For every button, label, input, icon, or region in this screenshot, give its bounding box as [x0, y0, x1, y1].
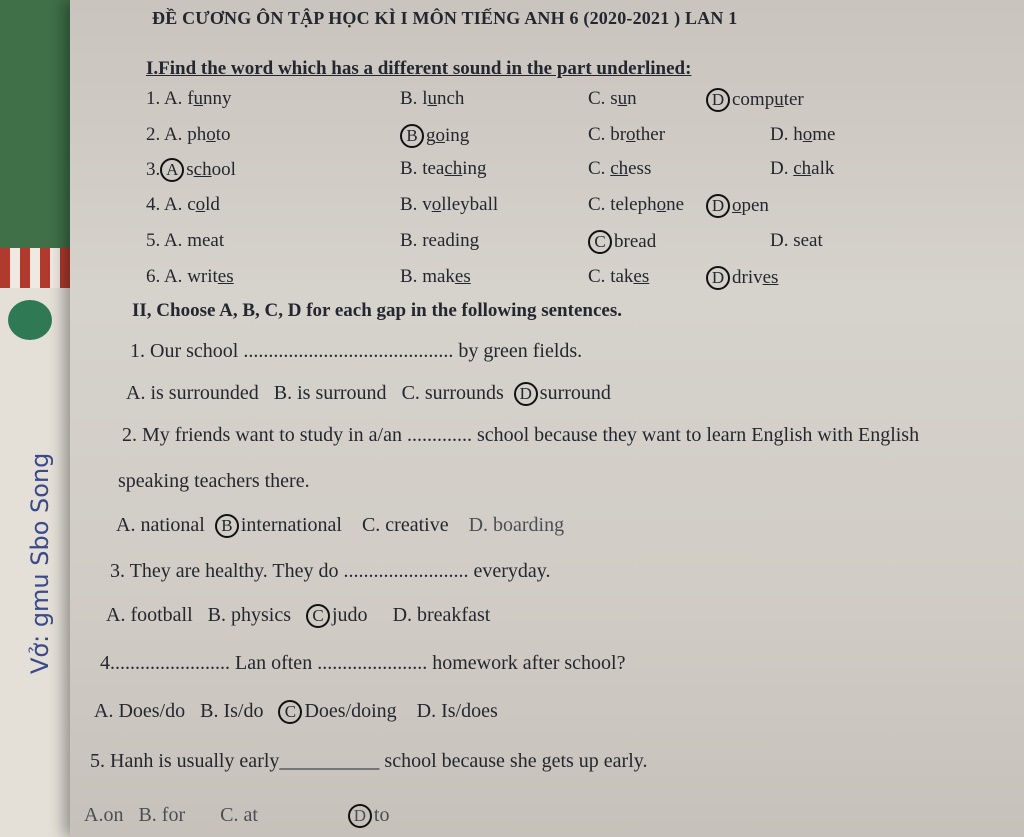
word-part: ther: [635, 124, 666, 145]
underlined-part: u: [774, 89, 784, 110]
word-part: ne: [666, 194, 685, 215]
q5-number: 5. A.: [146, 230, 183, 251]
q5-option-d[interactable]: [770, 230, 823, 252]
word-part: bread: [614, 231, 657, 252]
q2-options: [116, 514, 564, 538]
answer-circle-icon: C: [588, 230, 612, 254]
underlined-part: es: [217, 266, 234, 287]
underlined-part: o: [435, 125, 445, 146]
worksheet-paper: [70, 0, 1024, 837]
underlined-part: es: [762, 267, 779, 288]
q5-option-b[interactable]: B. for: [138, 804, 186, 826]
underlined-part: u: [193, 88, 204, 109]
q4-option-a[interactable]: [146, 194, 220, 216]
option-letter: C.: [588, 124, 606, 145]
word-part: nny: [203, 88, 232, 109]
underlined-part: u: [617, 88, 628, 109]
q3-option-b[interactable]: [400, 158, 487, 180]
q4-option-b[interactable]: [400, 194, 498, 216]
q2-stem: 2. My friends want to study in a/an ............. school because they want to learn English with English: [122, 424, 920, 446]
q5-stem: 5. Hanh is usually early__________ school because she gets up early.: [90, 750, 648, 772]
q1-option-d[interactable]: D surround: [514, 382, 611, 404]
option-letter: B.: [400, 158, 418, 179]
answer-circle-icon: D: [706, 194, 730, 218]
word-part: driv: [732, 267, 763, 288]
q1-option-a[interactable]: A. is surrounded: [126, 382, 259, 404]
word-part: ph: [187, 124, 207, 145]
q5-option-c[interactable]: C. at: [220, 804, 258, 826]
word-part: tak: [610, 266, 634, 287]
word-part: comp: [732, 89, 775, 110]
q2-option-c[interactable]: [588, 124, 665, 146]
option-letter: D.: [770, 158, 789, 179]
q2-option-b[interactable]: B international: [215, 514, 342, 536]
word-part: pen: [741, 195, 769, 216]
word-part: ing: [445, 125, 470, 146]
q1-options: [126, 382, 611, 406]
q6-option-c[interactable]: [588, 266, 649, 288]
q1-stem: 1. Our school .......................................... by green fields.: [130, 340, 583, 362]
q2-stem-continued: speaking teachers there.: [118, 470, 310, 492]
answer-circle-icon: D: [514, 382, 538, 406]
answer-circle-icon: B: [400, 124, 424, 148]
q6-option-a[interactable]: [146, 266, 234, 288]
word-part: ess: [628, 158, 652, 179]
word-part: meat: [187, 230, 225, 251]
word-part: n: [627, 88, 637, 109]
q6-option-d[interactable]: [706, 266, 778, 290]
q3-number: 3.: [146, 159, 161, 180]
underlined-part: ch: [444, 158, 463, 179]
q3-option-a[interactable]: A. football: [106, 604, 193, 626]
word-part: ter: [783, 89, 804, 110]
q1-number: 1. A.: [146, 88, 183, 109]
notebook-label: Vở: gmu Sbo Song: [26, 452, 54, 674]
q2-option-a[interactable]: [146, 124, 230, 146]
word-part: v: [422, 194, 432, 215]
answer-circle-icon: C: [306, 604, 330, 628]
word-part: h: [793, 124, 803, 145]
q5-option-a[interactable]: A.on: [84, 804, 124, 826]
q1-option-c[interactable]: [588, 88, 637, 110]
q4-option-c[interactable]: C Does/doing: [278, 700, 396, 722]
option-letter: C.: [588, 194, 606, 215]
q6-option-b[interactable]: [400, 266, 471, 288]
word-part: to: [215, 124, 231, 145]
answer-circle-icon: D: [706, 88, 730, 112]
option-letter: B.: [400, 194, 418, 215]
q1-option-a[interactable]: [146, 88, 232, 110]
q3-option-d[interactable]: [770, 158, 834, 180]
underlined-part: es: [454, 266, 471, 287]
q6-number: 6. A.: [146, 266, 183, 287]
q3-option-c[interactable]: C judo: [306, 604, 368, 626]
q5-option-a[interactable]: [146, 230, 224, 252]
q2-number: 2. A.: [146, 124, 183, 145]
word-part: writ: [187, 266, 218, 287]
answer-circle-icon: A: [160, 158, 184, 182]
underlined-part: o: [656, 194, 667, 215]
option-letter: B.: [400, 230, 418, 251]
underlined-part: o: [626, 124, 636, 145]
q4-option-b[interactable]: B. Is/do: [200, 700, 264, 722]
word-part: teleph: [610, 194, 657, 215]
q1-option-c[interactable]: C. surrounds: [401, 382, 504, 404]
word-part: br: [610, 124, 627, 145]
option-letter: C.: [588, 158, 606, 179]
underlined-part: o: [431, 194, 442, 215]
answer-circle-icon: D: [706, 266, 730, 290]
word-part: ool: [211, 159, 236, 180]
q4-stem: 4........................ Lan often ...................... homework after school?: [100, 652, 626, 674]
option-letter: D.: [770, 230, 789, 251]
q4-number: 4. A.: [146, 194, 183, 215]
q2-option-d[interactable]: D. boarding: [468, 514, 565, 536]
worksheet-content: [70, 0, 1024, 837]
word-part: ing: [462, 158, 487, 179]
word-part: nch: [436, 88, 465, 109]
q2-option-a[interactable]: A. national: [116, 514, 205, 536]
q2-option-b[interactable]: [400, 124, 469, 148]
underlined-part: es: [633, 266, 650, 287]
underlined-part: ch: [193, 159, 212, 180]
q5-options: [84, 804, 389, 828]
q5-option-c[interactable]: [588, 230, 656, 254]
underlined-part: ch: [610, 158, 629, 179]
word-part: c: [187, 194, 196, 215]
option-letter: D.: [770, 124, 789, 145]
answer-circle-icon: C: [278, 700, 302, 724]
q5-option-d[interactable]: D to: [348, 804, 390, 826]
q3-option-b[interactable]: B. physics: [207, 604, 291, 626]
word-part: ld: [205, 194, 220, 215]
word-part: s: [186, 159, 194, 180]
underlined-part: o: [802, 124, 813, 145]
word-part: g: [426, 125, 436, 146]
q3-option-a[interactable]: [146, 158, 236, 182]
word-part: s: [610, 88, 618, 109]
underlined-part: o: [732, 195, 742, 216]
word-part: seat: [793, 230, 823, 251]
part2-heading: II, Choose A, B, C, D for each gap in the following sentences.: [132, 300, 622, 321]
worksheet-title: ĐỀ CƯƠNG ÔN TẬP HỌC KÌ I MÔN TIẾNG ANH 6 (2020-2021 ) LAN 1: [152, 8, 738, 28]
word-part: mak: [422, 266, 455, 287]
q3-option-d[interactable]: D. breakfast: [392, 604, 491, 626]
answer-circle-icon: D: [348, 804, 372, 828]
q4-option-a[interactable]: A. Does/do: [94, 700, 186, 722]
word-part: reading: [422, 230, 480, 251]
q1-option-b[interactable]: [400, 88, 464, 110]
word-part: f: [187, 88, 194, 109]
word-part: tea: [422, 158, 445, 179]
q4-option-d[interactable]: [706, 194, 769, 218]
option-letter: C.: [588, 88, 606, 109]
option-letter: B.: [400, 266, 418, 287]
word-part: me: [812, 124, 836, 145]
q4-option-c[interactable]: [588, 194, 684, 216]
q3-options: [106, 604, 490, 628]
word-part: l: [422, 88, 428, 109]
q3-stem: 3. They are healthy. They do ......................... everyday.: [110, 560, 551, 582]
part1-heading: I.Find the word which has a different sound in the part underlined:: [146, 58, 692, 79]
q4-options: [94, 700, 498, 724]
q2-option-c[interactable]: C. creative: [361, 514, 449, 536]
underlined-part: ch: [793, 158, 812, 179]
q1-option-b[interactable]: B. is surround: [273, 382, 387, 404]
word-part: lleyball: [441, 194, 499, 215]
option-letter: C.: [588, 266, 606, 287]
q4-option-d[interactable]: D. Is/does: [416, 700, 498, 722]
q1-option-d[interactable]: [706, 88, 804, 112]
word-part: alk: [811, 158, 835, 179]
q5-option-b[interactable]: [400, 230, 479, 252]
answer-circle-icon: B: [215, 514, 239, 538]
underlined-part: o: [195, 194, 206, 215]
q3-option-c[interactable]: [588, 158, 651, 180]
option-letter: B.: [400, 88, 418, 109]
q2-option-d[interactable]: [770, 124, 835, 146]
underlined-part: u: [427, 88, 437, 109]
underlined-part: o: [206, 124, 216, 145]
